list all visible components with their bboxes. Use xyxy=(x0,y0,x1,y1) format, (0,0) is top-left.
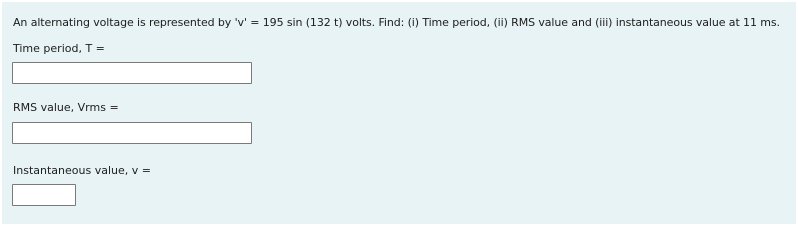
question-text: An alternating voltage is represented by 'v' = 195 sin (132 t) volts. Find: (i) Time period, (ii) RMS value and (iii) instantaneous value at 11 ms. xyxy=(13,16,780,29)
time-period-input[interactable] xyxy=(12,62,252,84)
time-period-label: Time period, T = xyxy=(13,42,105,55)
rms-value-input[interactable] xyxy=(12,122,252,144)
question-panel xyxy=(2,2,796,224)
instantaneous-value-input[interactable] xyxy=(12,184,76,206)
rms-value-label: RMS value, Vrms = xyxy=(13,101,119,114)
instantaneous-value-label: Instantaneous value, v = xyxy=(13,164,151,177)
